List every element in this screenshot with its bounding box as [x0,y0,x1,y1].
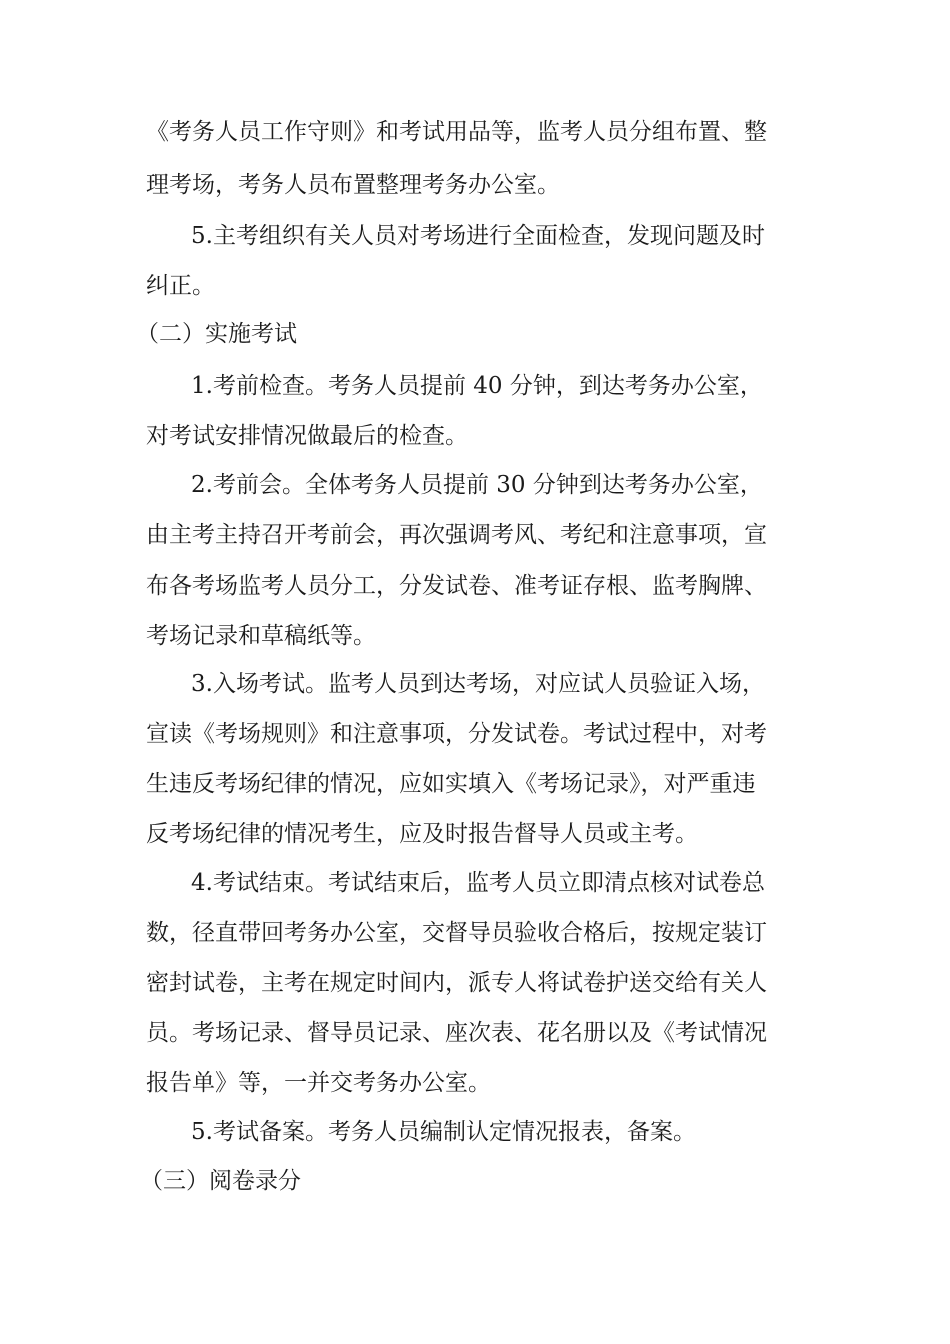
body-text-line: 5.主考组织有关人员对考场进行全面检查，发现问题及时 [191,223,765,249]
body-text-line: 反考场纪律的情况考生，应及时报告督导人员或主考。 [146,821,698,847]
body-text-line: 报告单》等，一并交考务办公室。 [146,1070,491,1096]
body-text-line: 员。考场记录、督导员记录、座次表、花名册以及《考试情况 [146,1020,767,1046]
body-text-line: 5.考试备案。考务人员编制认定情况报表，备案。 [191,1119,696,1145]
body-text-line: 《考务人员工作守则》和考试用品等，监考人员分组布置、整 [146,119,767,145]
section-heading: （三）阅卷录分 [140,1168,301,1194]
body-text-line: 对考试安排情况做最后的检查。 [146,423,468,449]
body-text-line: 考场记录和草稿纸等。 [146,623,376,649]
body-text-line: 宣读《考场规则》和注意事项，分发试卷。考试过程中，对考 [146,721,767,747]
body-text-line: 4.考试结束。考试结束后，监考人员立即清点核对试卷总 [191,870,765,896]
body-text-line: 纠正。 [146,273,215,299]
body-text-line: 密封试卷，主考在规定时间内，派专人将试卷护送交给有关人 [146,970,767,996]
body-text-line: 2.考前会。全体考务人员提前 30 分钟到达考务办公室， [191,472,763,498]
body-text-line: 1.考前检查。考务人员提前 40 分钟，到达考务办公室， [191,373,763,399]
section-heading: （二）实施考试 [136,321,297,347]
body-text-line: 数，径直带回考务办公室，交督导员验收合格后，按规定装订 [146,920,767,946]
body-text-line: 布各考场监考人员分工，分发试卷、准考证存根、监考胸牌、 [146,573,767,599]
body-text-line: 理考场，考务人员布置整理考务办公室。 [146,172,560,198]
body-text-line: 由主考主持召开考前会，再次强调考风、考纪和注意事项，宣 [146,522,767,548]
body-text-line: 生违反考场纪律的情况，应如实填入《考场记录》，对严重违 [146,771,756,797]
body-text-line: 3.入场考试。监考人员到达考场，对应试人员验证入场， [191,671,765,697]
